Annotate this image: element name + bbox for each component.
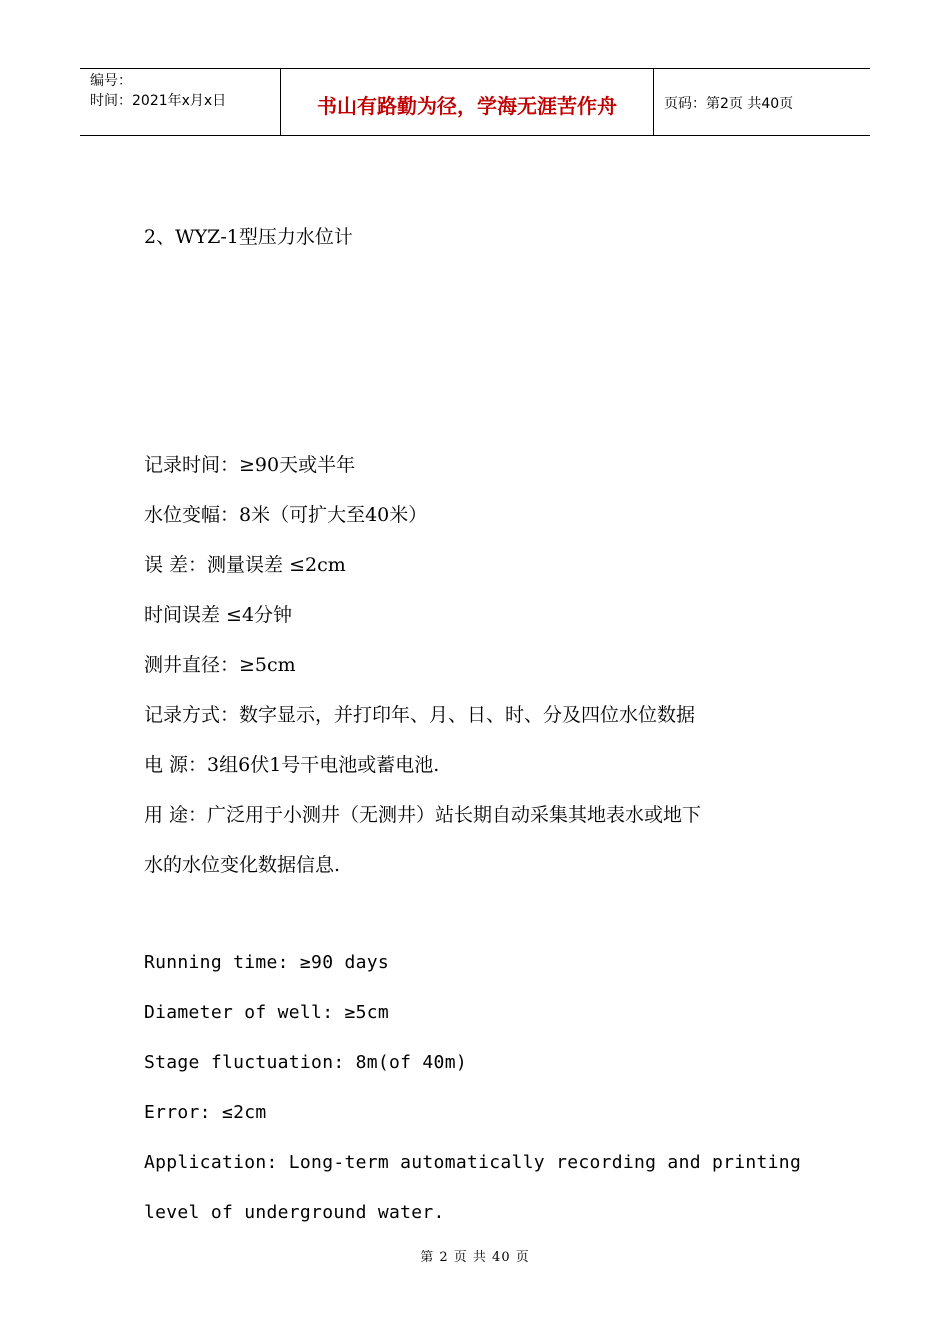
spec-line: 用 途：广泛用于小测井（无测井）站长期自动采集其地表水或地下	[144, 804, 702, 826]
spec-line: 时间误差 ≤4分钟	[144, 604, 293, 626]
spec-line-en: Running time: ≥90 days	[144, 952, 390, 973]
spec-line: 测井直径：≥5cm	[144, 654, 296, 676]
date-label: 时间：2021年x月x日	[90, 93, 227, 109]
spec-line-en: Stage fluctuation: 8m(of 40m)	[144, 1052, 467, 1073]
specs-english	[144, 938, 844, 1238]
spec-line: 水的水位变化数据信息.	[144, 854, 341, 876]
specs-chinese	[144, 440, 824, 890]
section-title: 2、WYZ-1型压力水位计	[144, 226, 353, 248]
spec-line-en: Error: ≤2cm	[144, 1102, 267, 1123]
header-motto: 书山有路勤为径，学海无涯苦作舟	[281, 69, 654, 135]
spec-line-en: Application: Long-term automatically recording and printing	[144, 1152, 802, 1173]
page-footer: 第 2 页 共 40 页	[420, 1250, 530, 1265]
spec-line: 记录时间：≥90天或半年	[144, 454, 356, 476]
spec-line-en: level of underground water.	[144, 1202, 445, 1223]
spec-line-en: Diameter of well: ≥5cm	[144, 1002, 390, 1023]
spec-line: 电 源：3组6伏1号干电池或蓄电池.	[144, 754, 440, 776]
spec-line: 水位变幅：8米（可扩大至40米）	[144, 504, 428, 526]
doc-number-label: 编号：	[90, 73, 132, 89]
header-page-info: 页码：第2页 共40页	[664, 96, 794, 112]
header-meta	[80, 69, 281, 135]
page-header	[80, 68, 870, 136]
spec-line: 误 差：测量误差 ≤2cm	[144, 554, 346, 576]
spec-line: 记录方式：数字显示，并打印年、月、日、时、分及四位水位数据	[144, 704, 696, 726]
